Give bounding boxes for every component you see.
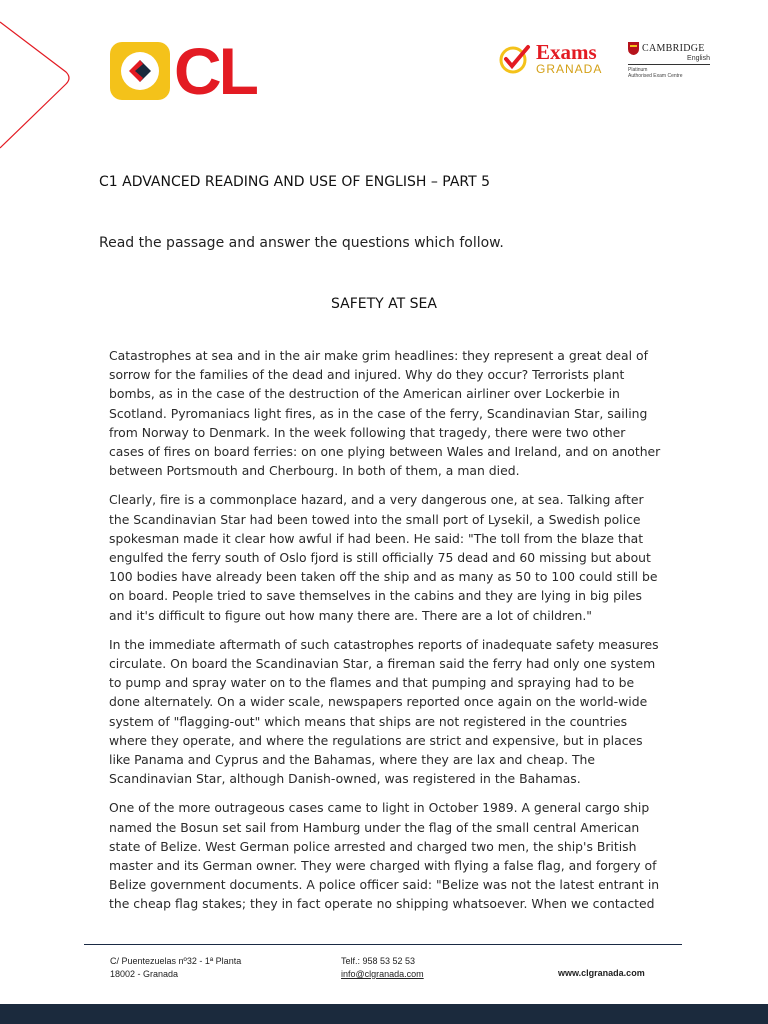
passage-paragraph: One of the more outrageous cases came to light in October 1989. A general cargo ship named the Bosun set sail from Hamburg under the flag of the small central American state of Belize. West German police arrested and charged two men, the ship's British master and its German owner. They were charged with flying a false flag, and forgery of Belize government documents. A police officer said: "Belize was not the latest entrant in the cheap flag stakes; they in fact operate no shipping whatsoever. When we contacted xyxy=(109,800,660,912)
cl-logo-text: CL xyxy=(174,34,256,108)
passage-title: SAFETY AT SEA xyxy=(331,296,437,312)
checkmark-circle-icon xyxy=(498,43,532,75)
arrow-icon xyxy=(125,56,155,86)
address-line-1: C/ Puentezuelas nº32 - 1ª Planta xyxy=(110,956,242,966)
document-heading: C1 ADVANCED READING AND USE OF ENGLISH – PART 5 xyxy=(99,174,491,190)
cambridge-logo xyxy=(628,42,710,79)
cambridge-authorised: Authorised Exam Centre xyxy=(628,73,683,79)
passage-body xyxy=(109,346,661,924)
cl-logo-mark xyxy=(110,42,170,100)
cl-logo xyxy=(110,34,256,108)
phone-number: Telf.: 958 53 52 53 xyxy=(341,956,416,966)
cambridge-platinum: Platinum xyxy=(628,67,648,73)
website-link[interactable]: www.clgranada.com xyxy=(558,968,645,978)
decorative-corner-arc xyxy=(0,0,80,160)
cambridge-english: English xyxy=(687,55,710,62)
granada-word: GRANADA xyxy=(536,62,603,76)
exams-granada-logo xyxy=(498,42,602,75)
passage-paragraph: Clearly, fire is a commonplace hazard, and a very dangerous one, at sea. Talking after the Scandinavian Star had been towed into the small port of Lysekil, a Swedish police spokesman made it clear how awful if had been. He said: "The toll from the blaze that engulfed the ferry south of Oslo fjord is still officially 75 dead and 60 missing but about 100 bodies have already been taken off the ship and as many as 50 to 100 could still be on board. People tried to save themselves in the cabins and they are lying in big piles and it's difficult to figure out how many there are. There are a lot of children." xyxy=(109,492,658,623)
cambridge-shield-icon xyxy=(628,42,639,55)
cambridge-name: CAMBRIDGE xyxy=(642,43,705,54)
address-line-2: 18002 - Granada xyxy=(110,969,179,979)
footer-bar xyxy=(0,1004,768,1024)
footer-contact xyxy=(341,955,424,981)
passage-paragraph: In the immediate aftermath of such catastrophes reports of inadequate safety measures circulate. On board the Scandinavian Star, a fireman said the ferry had only one system to pump and spray water on to the flames and that pumping and spraying had to be done alternately. On a wider scale, newspapers reported once again on the world-wide system of "flagging-out" which means that ships are not registered in the countries where they operate, and where the regulations are strict and expensive, but in places like Panama and Cyprus and the Bahamas, where they are lax and cheap. The Scandinavian Star, although Danish-owned, was registered in the Bahamas. xyxy=(109,636,659,787)
instruction-text: Read the passage and answer the questions which follow. xyxy=(99,235,504,251)
footer-divider xyxy=(84,944,682,945)
exams-word: Exams xyxy=(536,40,597,64)
email-link[interactable]: info@clgranada.com xyxy=(341,969,424,979)
footer-address xyxy=(110,955,241,981)
passage-paragraph: Catastrophes at sea and in the air make grim headlines: they represent a great deal of sorrow for the families of the dead and injured. Why do they occur? Terrorists plant bombs, as in the case of the destruction of the American airliner over Lockerbie in Scotland. Pyromaniacs light fires, as in the case of the ferry, Scandinavian Star, sailing from Norway to Denmark. In the week following that tragedy, there were two other cases of fires on board ferries: on one plying between Wales and Ireland, and on another between Portsmouth and Cherbourg. In both of them, a man died. xyxy=(109,348,661,479)
